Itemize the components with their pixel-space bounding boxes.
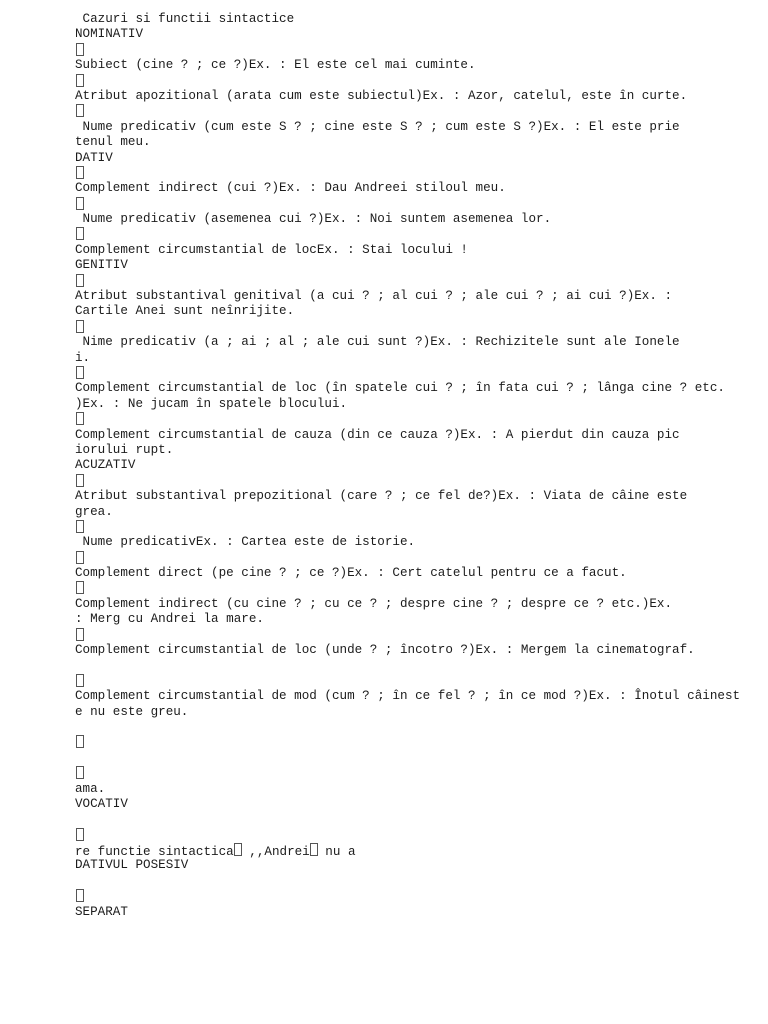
missing-glyph-line [75,735,745,750]
text-line: Nume predicativ (cum este S ? ; cine este S ? ; cum este S ?)Ex. : El este prie [75,119,680,134]
missing-glyph-icon [76,227,84,240]
missing-glyph-line [75,197,745,212]
text-line: iorului rupt. [75,442,174,457]
missing-glyph-line [75,366,745,381]
text-line: Subiect (cine ? ; ce ?)Ex. : El este cel mai cuminte. [75,58,476,73]
text-line: Complement circumstantial de mod (cum ? ; în ce fel ? ; în ce mod ?)Ex. : Înotul câinest [75,689,741,704]
missing-glyph-icon [76,735,84,748]
text-line: Atribut substantival genitival (a cui ? ; al cui ? ; ale cui ? ; ai cui ?)Ex. : [75,289,673,304]
blank-line [75,658,745,673]
missing-glyph-icon [76,628,84,641]
section-heading: DATIV [75,150,113,165]
text-line: : Merg cu Andrei la mare. [75,612,264,627]
text-line [75,874,745,889]
missing-glyph-line [75,227,745,242]
text-line: Atribut apozitional (arata cum este subiectul)Ex. : Azor, catelul, este în curte. [75,88,688,103]
missing-glyph-line [75,274,745,289]
missing-glyph-line [75,889,745,904]
missing-glyph-line [75,43,745,58]
missing-glyph-icon [76,274,84,287]
text-line: Complement indirect (cu cine ? ; cu ce ? ; despre cine ? ; despre ce ? etc.)Ex. [75,596,673,611]
text-line: Complement indirect (cui ?)Ex. : Dau Andreei stiloul meu. [75,181,506,196]
text-line: i. [75,350,91,365]
missing-glyph-line [75,551,745,566]
missing-glyph-icon [76,674,84,687]
missing-glyph-line [75,74,745,89]
missing-glyph-icon [76,74,84,87]
missing-glyph-icon [76,474,84,487]
text-line [75,720,745,735]
missing-glyph-icon [76,766,84,779]
missing-glyph-line [75,104,745,119]
missing-glyph-icon [76,43,84,56]
line-text: nu a [317,845,356,860]
line-text: ,,Andrei [241,845,310,860]
text-line: Cazuri si functii sintactice [75,12,295,26]
section-heading: ACUZATIV [75,458,136,473]
missing-glyph-icon [76,412,84,425]
text-line: )Ex. : Ne jucam în spatele blocului. [75,396,348,411]
text-line: Complement circumstantial de cauza (din ce cauza ?)Ex. : A pierdut din cauza pic [75,427,680,442]
missing-glyph-icon [76,520,84,533]
text-line: tenul meu. [75,135,151,150]
line-text: re functie sintactica [75,845,234,860]
missing-glyph-icon [76,166,84,179]
missing-glyph-line [75,474,745,489]
section-heading: VOCATIV [75,796,128,811]
text-line [75,843,745,858]
missing-glyph-icon [76,581,84,594]
missing-glyph-icon [76,320,84,333]
missing-glyph-icon [76,197,84,210]
section-heading: SEPARAT [75,904,128,919]
text-line: e nu este greu. [75,704,189,719]
text-line [75,920,745,935]
missing-glyph-line [75,628,745,643]
text-line: Nume predicativEx. : Cartea este de istorie. [75,535,416,550]
missing-glyph-icon [76,889,84,902]
text-line: Nime predicativ (a ; ai ; al ; ale cui sunt ?)Ex. : Rechizitele sunt ale Ionele [75,335,680,350]
text-line: grea. [75,504,113,519]
missing-glyph-line [75,674,745,689]
text-line: Complement circumstantial de loc (în spatele cui ? ; în fata cui ? ; lânga cine ? etc. [75,381,725,396]
missing-glyph-icon [76,104,84,117]
section-heading: NOMINATIV [75,27,144,42]
text-line: Complement direct (pe cine ? ; ce ?)Ex. : Cert catelul pentru ce a facut. [75,566,627,581]
missing-glyph-icon [310,843,318,856]
missing-glyph-icon [76,366,84,379]
missing-glyph-icon [76,551,84,564]
missing-glyph-line [75,581,745,596]
missing-glyph-line [75,828,745,843]
text-line: Cartile Anei sunt neînrijite. [75,304,295,319]
text-line: ama. [75,781,106,796]
text-line: Atribut substantival prepozitional (care ? ; ce fel de?)Ex. : Viata de câine este [75,489,688,504]
text-line: Complement circumstantial de locEx. : Stai locului ! [75,242,468,257]
text-line: Nume predicativ (asemenea cui ?)Ex. : Noi suntem asemenea lor. [75,212,552,227]
text-line [75,812,745,827]
section-heading: GENITIV [75,258,128,273]
missing-glyph-line [75,520,745,535]
missing-glyph-line [75,166,745,181]
missing-glyph-icon [234,843,242,856]
missing-glyph-line [75,766,745,781]
document-page [75,12,745,935]
missing-glyph-line [75,412,745,427]
missing-glyph-line [75,320,745,335]
text-line: Complement circumstantial de loc (unde ? ; încotro ?)Ex. : Mergem la cinematograf. [75,643,695,658]
text-line [75,751,745,766]
section-heading: DATIVUL POSESIV [75,858,189,873]
missing-glyph-icon [76,828,84,841]
